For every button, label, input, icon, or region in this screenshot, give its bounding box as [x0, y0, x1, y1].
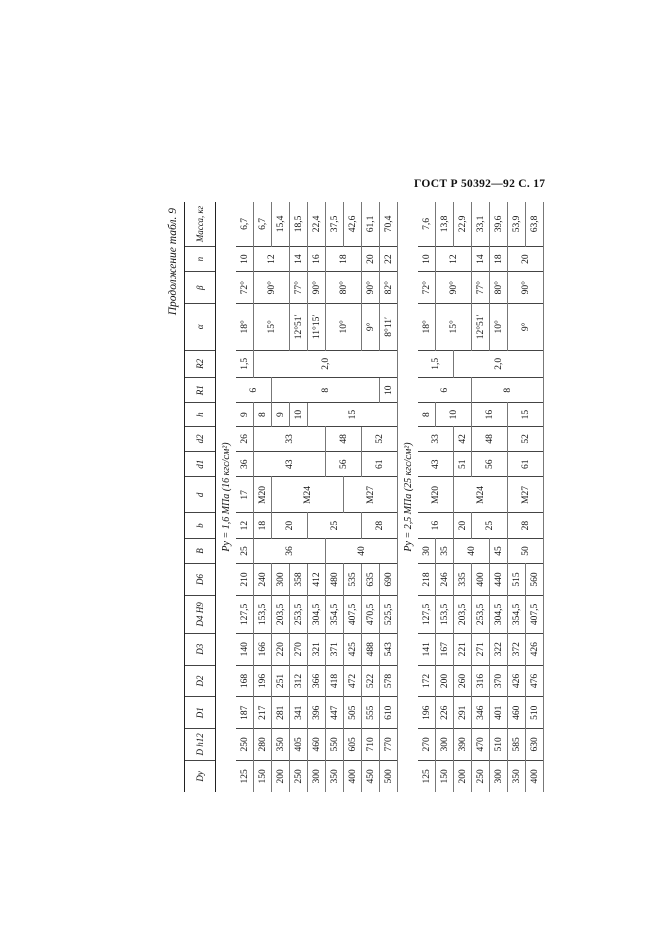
column-header: D3	[185, 633, 216, 665]
table-cell: 61	[362, 452, 398, 477]
table-cell: 20	[508, 246, 544, 271]
table-cell: 6	[418, 378, 472, 403]
column-header: β	[185, 272, 216, 304]
table-cell: 425	[344, 633, 362, 665]
table-cell: 476	[526, 665, 544, 697]
table-cell: 418	[326, 665, 344, 697]
table-cell: 28	[508, 513, 544, 538]
table-cell: 150	[254, 760, 272, 792]
table-cell: 350	[272, 729, 290, 761]
table-cell: М20	[418, 477, 454, 513]
table-cell: 400	[526, 760, 544, 792]
table-cell: 270	[290, 633, 308, 665]
table-cell: 335	[454, 564, 472, 596]
table-cell: 426	[508, 665, 526, 697]
table-cell: 28	[362, 513, 398, 538]
table-cell: 407,5	[344, 595, 362, 633]
table-cell: 350	[326, 760, 344, 792]
table-cell: 270	[418, 729, 436, 761]
column-header: Масса, кг	[185, 202, 216, 246]
table-cell: 271	[472, 633, 490, 665]
column-header: Dу	[185, 760, 216, 792]
table-cell: 470	[472, 729, 490, 761]
table-cell: 72°	[236, 272, 254, 304]
table-row	[418, 202, 436, 792]
table-cell: 281	[272, 697, 290, 729]
table-cell: 77°	[472, 272, 490, 304]
table-cell: 341	[290, 697, 308, 729]
table-cell: 48	[472, 426, 508, 451]
table-cell: 200	[436, 665, 454, 697]
table-cell: 605	[344, 729, 362, 761]
table-cell: 407,5	[526, 595, 544, 633]
column-header: d	[185, 477, 216, 513]
table-cell: 80°	[490, 272, 508, 304]
table-cell: 240	[254, 564, 272, 596]
table-cell: 16	[418, 513, 454, 538]
table-cell: 400	[344, 760, 362, 792]
table-cell: 400	[472, 564, 490, 596]
table-cell: 12	[436, 246, 472, 271]
table-cell: 412	[308, 564, 326, 596]
table-cell: 635	[362, 564, 380, 596]
table-cell: 140	[236, 633, 254, 665]
table-cell: 15	[308, 403, 398, 426]
table-cell: 522	[362, 665, 380, 697]
table-cell: 371	[326, 633, 344, 665]
table-cell: 70,4	[380, 202, 398, 246]
table-cell: 370	[490, 665, 508, 697]
table-cell: 20	[454, 513, 472, 538]
table-cell: 710	[362, 729, 380, 761]
column-header: h	[185, 403, 216, 426]
table-cell: 61,1	[362, 202, 380, 246]
table-cell: 9°	[508, 304, 544, 351]
table-cell: 8	[472, 378, 544, 403]
table-cell: 2,0	[254, 350, 398, 377]
table-cell: 90°	[436, 272, 472, 304]
table-cell: 20	[362, 246, 380, 271]
column-header: D1	[185, 697, 216, 729]
table-cell: 56	[472, 452, 508, 477]
table-cell: 210	[236, 564, 254, 596]
table-cell: 8	[418, 403, 436, 426]
table-cell: 480	[326, 564, 344, 596]
table-cell: 25	[472, 513, 508, 538]
table-cell: 472	[344, 665, 362, 697]
table-continuation-title: Продолжение табл. 9	[167, 208, 179, 316]
table-cell: 354,5	[508, 595, 526, 633]
table-cell: 2,0	[454, 350, 544, 377]
table-cell: 22	[380, 246, 398, 271]
table-cell: 16	[472, 403, 508, 426]
table-cell: 585	[508, 729, 526, 761]
table-cell: 14	[472, 246, 490, 271]
table-cell: 405	[290, 729, 308, 761]
table-cell: 447	[326, 697, 344, 729]
table-cell: 127,5	[236, 595, 254, 633]
table-cell: 366	[308, 665, 326, 697]
table-cell: 18°	[418, 304, 436, 351]
table-cell: 300	[272, 564, 290, 596]
column-header: D h12	[185, 729, 216, 761]
table-cell: 321	[308, 633, 326, 665]
table-cell: 18	[490, 246, 508, 271]
table-cell: 36	[254, 538, 326, 563]
table-cell: 43	[254, 452, 326, 477]
table-cell: 253,5	[290, 595, 308, 633]
column-header: α	[185, 304, 216, 351]
table-cell: 10°	[326, 304, 362, 351]
table-cell: 141	[418, 633, 436, 665]
table-cell: 10	[236, 246, 254, 271]
table-cell: 166	[254, 633, 272, 665]
table-cell: 33,1	[472, 202, 490, 246]
table-cell: 291	[454, 697, 472, 729]
table-cell: 12	[236, 513, 254, 538]
table-cell: 440	[490, 564, 508, 596]
table-cell: 7,6	[418, 202, 436, 246]
column-header: n	[185, 246, 216, 271]
table-cell: М24	[454, 477, 508, 513]
table-cell: 153,5	[436, 595, 454, 633]
table-cell: 125	[418, 760, 436, 792]
table-cell: 10°	[490, 304, 508, 351]
table-cell: 18	[254, 513, 272, 538]
table-cell: 82°	[380, 272, 398, 304]
table-cell: 450	[362, 760, 380, 792]
table-cell: 525,5	[380, 595, 398, 633]
table-cell: 18,5	[290, 202, 308, 246]
table-cell: 217	[254, 697, 272, 729]
table-cell: 10	[436, 403, 472, 426]
table-cell: 300	[436, 729, 454, 761]
table-cell: 218	[418, 564, 436, 596]
table-cell: 312	[290, 665, 308, 697]
table-cell: 42,6	[344, 202, 362, 246]
table-cell: 15°	[254, 304, 290, 351]
table-cell: 470,5	[362, 595, 380, 633]
table-cell: 401	[490, 697, 508, 729]
table-cell: 6,7	[254, 202, 272, 246]
table-cell: 250	[290, 760, 308, 792]
table-cell: 150	[436, 760, 454, 792]
table-cell: 770	[380, 729, 398, 761]
table-cell: 56	[326, 452, 362, 477]
table-cell: 226	[436, 697, 454, 729]
table-cell: 17	[236, 477, 254, 513]
table-cell: 33	[254, 426, 326, 451]
table-cell: 52	[508, 426, 544, 451]
table-cell: 460	[308, 729, 326, 761]
table-cell: 515	[508, 564, 526, 596]
column-header: B	[185, 538, 216, 563]
table-cell: 578	[380, 665, 398, 697]
table-cell: 690	[380, 564, 398, 596]
table-cell: 35	[436, 538, 454, 563]
table-cell: 125	[236, 760, 254, 792]
table-cell: 25	[236, 538, 254, 563]
table-cell: 260	[454, 665, 472, 697]
table-cell: 10	[418, 246, 436, 271]
table-cell: 354,5	[326, 595, 344, 633]
table-cell: 14	[290, 246, 308, 271]
table-cell: 221	[454, 633, 472, 665]
table-cell: 45	[490, 538, 508, 563]
table-cell: 48	[326, 426, 362, 451]
table-cell: 535	[344, 564, 362, 596]
table-cell: 196	[418, 697, 436, 729]
table-cell: 63,8	[526, 202, 544, 246]
table-cell: 40	[454, 538, 490, 563]
column-header: D2	[185, 665, 216, 697]
table-cell: 555	[362, 697, 380, 729]
table-cell: 300	[308, 760, 326, 792]
column-header: R1	[185, 378, 216, 403]
table-cell: 8	[254, 403, 272, 426]
page-header: ГОСТ Р 50392—92 С. 17	[414, 178, 546, 190]
table-cell: 18	[326, 246, 362, 271]
pressure-section-label: Pу = 1,6 МПа (16 кгс/см²)	[220, 442, 232, 552]
table-cell: 51	[454, 452, 472, 477]
table-cell: 15°	[436, 304, 472, 351]
table-cell: 304,5	[490, 595, 508, 633]
table-cell: 426	[526, 633, 544, 665]
table-cell: М24	[272, 477, 344, 513]
flange-dimensions-table	[184, 202, 544, 792]
table-cell: 250	[236, 729, 254, 761]
table-cell: 560	[526, 564, 544, 596]
table-cell: 9°	[362, 304, 380, 351]
table-cell: 358	[290, 564, 308, 596]
table-cell: 36	[236, 452, 254, 477]
table-cell: 43	[418, 452, 454, 477]
table-cell: 300	[490, 760, 508, 792]
table-cell: 500	[380, 760, 398, 792]
table-row	[254, 202, 272, 792]
table-cell: 304,5	[308, 595, 326, 633]
table-cell: 12°51′	[290, 304, 308, 351]
table-cell: 8°11′	[380, 304, 398, 351]
table-cell: 40	[326, 538, 398, 563]
table-cell: 25	[308, 513, 362, 538]
table-cell: 15,4	[272, 202, 290, 246]
column-header: d1	[185, 452, 216, 477]
table-cell: 316	[472, 665, 490, 697]
table-cell: 200	[454, 760, 472, 792]
column-header: b	[185, 513, 216, 538]
table-cell: 510	[526, 697, 544, 729]
table-cell: 246	[436, 564, 454, 596]
table-cell: 346	[472, 697, 490, 729]
table-cell: 90°	[308, 272, 326, 304]
table-cell: 505	[344, 697, 362, 729]
table-cell: 18°	[236, 304, 254, 351]
table-cell: 22,4	[308, 202, 326, 246]
table-cell: 22,9	[454, 202, 472, 246]
pressure-section-label: Pу = 2,5 МПа (25 кгс/см²)	[402, 442, 414, 552]
table-cell: 90°	[508, 272, 544, 304]
table-cell: 11°15′	[308, 304, 326, 351]
table-cell: 9	[236, 403, 254, 426]
table-cell: 53,9	[508, 202, 526, 246]
table-cell: 220	[272, 633, 290, 665]
table-cell: 20	[272, 513, 308, 538]
table-cell: 15	[508, 403, 544, 426]
rotated-table-block	[167, 202, 567, 792]
table-cell: 168	[236, 665, 254, 697]
table-cell: 630	[526, 729, 544, 761]
table-cell: 280	[254, 729, 272, 761]
table-cell: 77°	[290, 272, 308, 304]
table-cell: 153,5	[254, 595, 272, 633]
table-cell: 12	[254, 246, 290, 271]
table-row	[236, 202, 254, 792]
table-cell: 16	[308, 246, 326, 271]
table-cell: 37,5	[326, 202, 344, 246]
column-header: D4 H9	[185, 595, 216, 633]
table-header-row	[185, 202, 216, 792]
table-cell: 167	[436, 633, 454, 665]
table-cell: 80°	[326, 272, 362, 304]
table-cell: 6	[236, 378, 272, 403]
table-cell: 6,7	[236, 202, 254, 246]
table-cell: 10	[290, 403, 308, 426]
table-cell: 372	[508, 633, 526, 665]
table-cell: 9	[272, 403, 290, 426]
table-cell: 33	[418, 426, 454, 451]
table-cell: 390	[454, 729, 472, 761]
table-cell: 30	[418, 538, 436, 563]
table-cell: 200	[272, 760, 290, 792]
table-cell: 72°	[418, 272, 436, 304]
table-cell: 61	[508, 452, 544, 477]
table-cell: 488	[362, 633, 380, 665]
section-label-row	[216, 202, 237, 792]
table-cell: 12°51′	[472, 304, 490, 351]
table-cell: 8	[272, 378, 380, 403]
table-cell: 253,5	[472, 595, 490, 633]
table-cell: 39,6	[490, 202, 508, 246]
column-header: D6	[185, 564, 216, 596]
table-cell: 90°	[362, 272, 380, 304]
table-row	[508, 202, 526, 792]
table-cell: 543	[380, 633, 398, 665]
table-cell: 10	[380, 378, 398, 403]
table-cell: М27	[508, 477, 544, 513]
table-cell: М20	[254, 477, 272, 513]
column-header: d2	[185, 426, 216, 451]
column-header: R2	[185, 350, 216, 377]
table-cell: 50	[508, 538, 544, 563]
table-cell: 127,5	[418, 595, 436, 633]
table-cell: 350	[508, 760, 526, 792]
table-cell: 13,8	[436, 202, 454, 246]
table-cell: 42	[454, 426, 472, 451]
table-cell: 203,5	[272, 595, 290, 633]
table-cell: 322	[490, 633, 508, 665]
table-cell: 172	[418, 665, 436, 697]
table-cell: 250	[472, 760, 490, 792]
table-cell: 52	[362, 426, 398, 451]
table-cell: 550	[326, 729, 344, 761]
section-label-row	[398, 202, 419, 792]
table-cell: М27	[344, 477, 398, 513]
table-cell: 26	[236, 426, 254, 451]
table-cell: 187	[236, 697, 254, 729]
table-cell: 203,5	[454, 595, 472, 633]
table-cell: 460	[508, 697, 526, 729]
table-cell: 196	[254, 665, 272, 697]
table-cell: 251	[272, 665, 290, 697]
table-cell: 510	[490, 729, 508, 761]
table-cell: 1,5	[418, 350, 454, 377]
table-cell: 90°	[254, 272, 290, 304]
table-cell: 1,5	[236, 350, 254, 377]
table-cell: 610	[380, 697, 398, 729]
table-cell: 396	[308, 697, 326, 729]
